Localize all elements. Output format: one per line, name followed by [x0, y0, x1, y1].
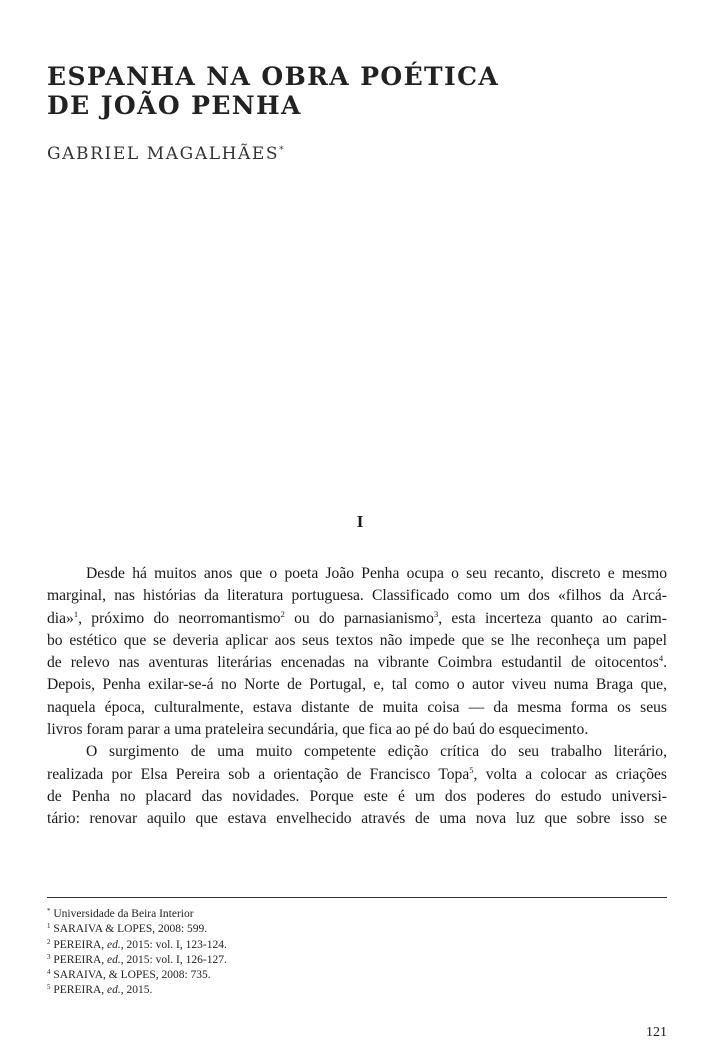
footnote-italic: ed. — [107, 953, 121, 966]
text-run: , próximo do neorromantismo — [78, 609, 281, 627]
paragraph-line — [47, 764, 667, 786]
text-run: Depois, Penha exilar-se-á no Norte de Portugal, e, tal como o autor viveu numa Braga que, — [47, 676, 667, 694]
footnote-ref: 3 — [433, 608, 439, 619]
text-run: ou do parnasianismo — [284, 609, 434, 627]
paragraph-line — [47, 741, 667, 763]
paragraph-line — [47, 585, 667, 607]
title-line-1: ESPANHA NA OBRA POÉTICA — [47, 62, 500, 91]
article-title — [47, 62, 499, 120]
footnote-mark: 5 — [47, 983, 51, 992]
author-name — [47, 144, 284, 164]
footnote-text: SARAIVA, & LOPES, 2008: 735. — [50, 969, 211, 982]
footnote-separator — [47, 897, 667, 898]
footnotes — [47, 907, 227, 999]
paragraph-line — [47, 563, 667, 585]
footnote-text: , 2015. — [120, 984, 153, 997]
body-text — [47, 563, 667, 831]
paragraph-line — [47, 674, 667, 696]
text-run: realizada por Elsa Pereira sob a orientação de Francisco Topa — [47, 765, 470, 783]
footnote — [47, 968, 227, 983]
footnote-ref: 4 — [658, 653, 664, 664]
text-run: , esta incerteza quanto ao carim- — [438, 609, 667, 627]
footnote-text: Universidade da Beira Interior — [50, 908, 194, 920]
text-run: de Penha no placard das novidades. Porque este é um dos poderes do estudo universi- — [47, 787, 667, 805]
author-footnote-mark: * — [279, 145, 284, 156]
footnote-text: PEREIRA, — [50, 938, 108, 951]
footnote-italic: ed. — [107, 938, 121, 951]
text-run: bo estético que se deveria aplicar aos seus textos não impede que se lhe reconheça um papel — [47, 631, 667, 649]
text-run: O surgimento de uma muito competente edição crítica do seu trabalho literário, — [86, 743, 667, 761]
footnote — [47, 922, 227, 937]
footnote-mark: * — [47, 907, 51, 915]
paragraph-line — [47, 808, 667, 830]
footnote-italic: ed. — [107, 984, 121, 997]
footnote-text: PEREIRA, — [50, 953, 108, 966]
text-run: Desde há muitos anos que o poeta João Penha ocupa o seu recanto, discreto e mesmo — [86, 565, 667, 582]
footnote — [47, 938, 227, 953]
footnote — [47, 983, 227, 998]
footnote-ref: 1 — [73, 608, 79, 619]
footnote-text: SARAIVA & LOPES, 2008: 599. — [50, 923, 208, 936]
text-run: de relevo nas aventuras literárias encenadas na vibrante Coimbra estudantil de oitocentos — [47, 654, 659, 672]
paragraph-line — [47, 786, 667, 808]
text-run: livros foram parar a uma prateleira secundária, que fica ao pé do baú do esquecimento. — [47, 721, 589, 739]
footnote — [47, 953, 227, 968]
text-run: , volta a colocar as criações — [473, 765, 667, 783]
text-run: . — [663, 654, 667, 672]
footnote-ref: 5 — [469, 764, 474, 775]
footnote-text: PEREIRA, — [50, 984, 108, 997]
footnote-mark: 2 — [47, 937, 51, 946]
paragraph-line — [47, 608, 667, 630]
author-text: GABRIEL MAGALHÃES — [47, 144, 280, 164]
paragraph-line — [47, 719, 667, 741]
footnote-text: , 2015: vol. I, 123-124. — [120, 938, 227, 951]
footnote-text: , 2015: vol. I, 126-127. — [120, 953, 227, 966]
paragraph-line — [47, 630, 667, 652]
text-run: naquela época, culturalmente, estava distante de muita coisa — da mesma forma os seus — [47, 698, 667, 716]
page-number: 121 — [646, 1025, 667, 1040]
text-run: marginal, nas histórias da literatura portuguesa. Classificado como um dos «filhos da Arcá- — [47, 587, 667, 605]
footnote — [47, 907, 227, 922]
title-line-2: DE JOÃO PENHA — [47, 91, 302, 120]
footnote-mark: 4 — [47, 968, 51, 977]
paragraph-line — [47, 652, 667, 674]
text-run: dia» — [47, 609, 74, 627]
paragraph-line — [47, 697, 667, 719]
section-number: I — [356, 512, 364, 531]
footnote-mark: 3 — [47, 952, 51, 961]
footnote-ref: 2 — [280, 608, 285, 619]
footnote-mark: 1 — [47, 922, 51, 931]
text-run: tário: renovar aquilo que estava envelhecido através de uma nova luz que sobre isso se — [47, 810, 667, 828]
